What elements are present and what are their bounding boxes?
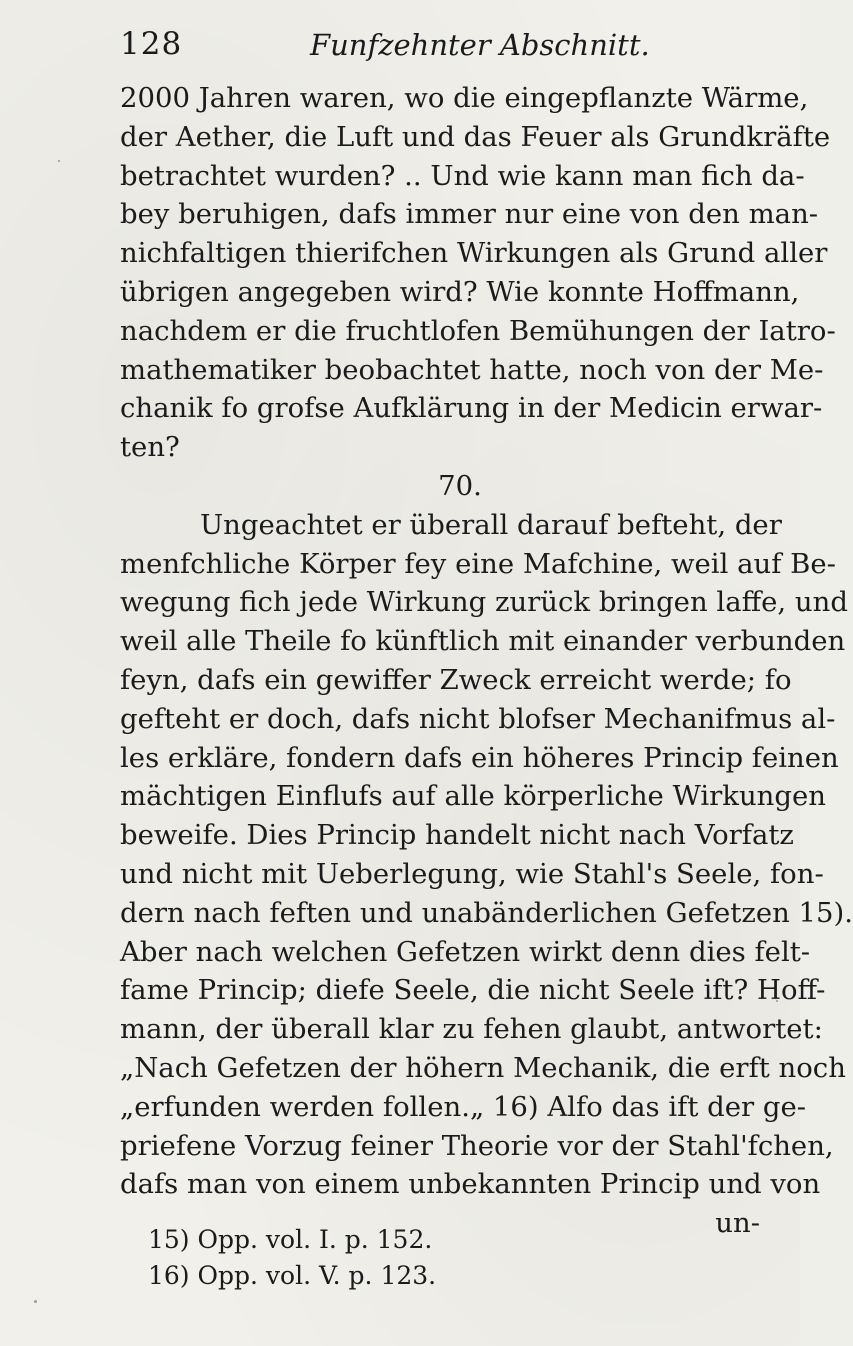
paragraph-line: Ungeachtet er überall darauf befteht, der — [200, 508, 782, 541]
text-line: betrachtet wurden? .. Und wie kann man fich da- — [120, 159, 805, 192]
paragraph-line: und nicht mit Ueberlegung, wie Stahl's Seele, fon- — [120, 857, 824, 890]
paragraph-line: „Nach Gefetzen der höhern Mechanik, die erft noch — [120, 1051, 846, 1084]
paragraph-line: Aber nach welchen Gefetzen wirkt denn dies felt- — [120, 935, 811, 968]
paragraph-line: feyn, dafs ein gewiffer Zweck erreicht werde; fo — [120, 663, 792, 696]
footnotes — [148, 1222, 648, 1294]
paragraph-line: dafs man von einem unbekannten Princip und von — [120, 1168, 821, 1201]
text-line: nachdem er die fruchtlofen Bemühungen der Iatro- — [120, 314, 836, 347]
paragraph-line: menfchliche Körper fey eine Mafchine, weil auf Be- — [120, 547, 836, 580]
text-line: der Aether, die Luft und das Feuer als Grundkräfte — [120, 120, 831, 153]
paragraph-line: dern nach feften und unabänderlichen Gefetzen 15). — [120, 896, 853, 929]
paper-speck — [34, 1300, 37, 1303]
paragraph-line: beweife. Dies Princip handelt nicht nach Vorfatz — [120, 819, 794, 852]
text-line: nichfaltigen thierifchen Wirkungen als Grund aller — [120, 237, 828, 270]
paragraph-line: les erkläre, fondern dafs ein höheres Princip feinen — [120, 741, 839, 774]
footnote: 15) Opp. vol. I. p. 152. — [148, 1225, 433, 1254]
paragraph-line: mächtigen Einflufs auf alle körperliche Wirkungen — [120, 780, 826, 813]
paragraph-line: fame Princip; diefe Seele, die nicht Seele ift? Hoff- — [120, 974, 826, 1007]
paper-speck — [58, 160, 60, 162]
footnote: 16) Opp. vol. V. p. 123. — [148, 1261, 437, 1290]
paragraph-line: „erfunden werden follen.„ 16) Alfo das ift der ge- — [120, 1090, 807, 1123]
paper-speck — [776, 1000, 778, 1002]
paragraph-line: gefteht er doch, dafs nicht blofser Mechanifmus al- — [120, 702, 836, 735]
text-line: übrigen angegeben wird? Wie konnte Hoffmann, — [120, 275, 800, 308]
paragraph-line: wegung fich jede Wirkung zurück bringen laffe, und — [120, 586, 848, 619]
text-line: chanik fo grofse Aufklärung in der Medicin erwar- — [120, 392, 823, 425]
catchword: un- — [715, 1207, 760, 1240]
paragraph-line: weil alle Theile fo künftlich mit einander verbunden — [120, 625, 846, 658]
text-line: bey beruhigen, dafs immer nur eine von den man- — [120, 198, 819, 231]
paragraph-line: priefene Vorzug feiner Theorie vor der Stahl'fchen, — [120, 1129, 834, 1162]
running-head: Funfzehnter Abschnitt. — [310, 28, 650, 62]
page-header — [120, 26, 760, 66]
text-line: 2000 Jahren waren, wo die eingepflanzte Wärme, — [120, 82, 809, 114]
body-text — [120, 79, 853, 1243]
text-line: ten? — [120, 431, 180, 464]
paragraph-line: mann, der überall klar zu fehen glaubt, antwortet: — [120, 1013, 823, 1046]
section-number: 70. — [438, 469, 482, 502]
page-number: 128 — [120, 26, 183, 62]
text-line: mathematiker beobachtet hatte, noch von der Me- — [120, 353, 824, 386]
